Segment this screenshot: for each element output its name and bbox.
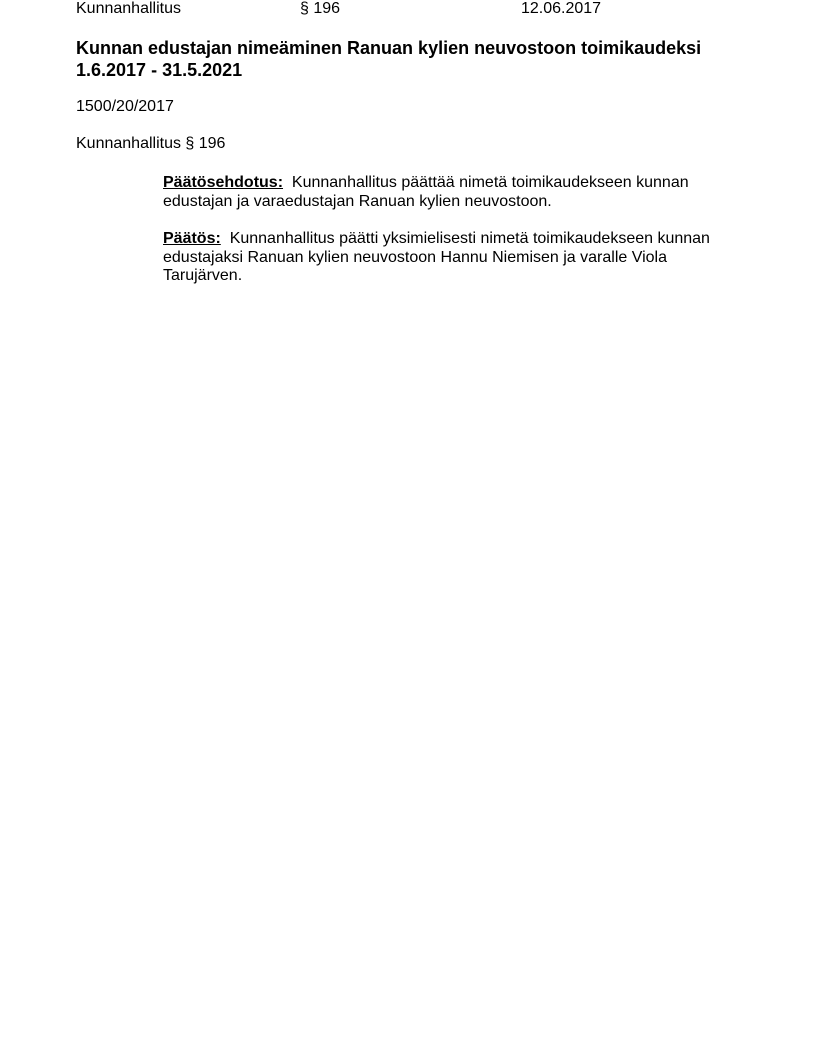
decision-paragraph [163,230,723,286]
proposal-label: Päätösehdotus: [163,174,284,191]
proposal-text: Kunnanhallitus päättää nimetä toimikaudekseen kunnan edustajan ja varaedustajan Ranuan kylien neuvostoon. [163,174,689,210]
page-header [0,0,816,18]
proposal-paragraph [163,174,723,211]
decision-text: Kunnanhallitus päätti yksimielisesti nimetä toimikaudekseen kunnan edustajaksi Ranuan kylien neuvostoon Hannu Niemisen ja varalle Viola Tarujärven. [163,230,710,284]
header-date: 12.06.2017 [521,0,602,17]
decision-label: Päätös: [163,230,221,247]
header-section-number: § 196 [300,0,341,17]
diary-number: 1500/20/2017 [76,98,174,115]
section-reference: Kunnanhallitus § 196 [76,135,226,152]
header-body-name: Kunnanhallitus [76,0,181,17]
document-title: Kunnan edustajan nimeäminen Ranuan kylien neuvostoon toimikaudeksi 1.6.2017 - 31.5.2021 [76,38,702,80]
